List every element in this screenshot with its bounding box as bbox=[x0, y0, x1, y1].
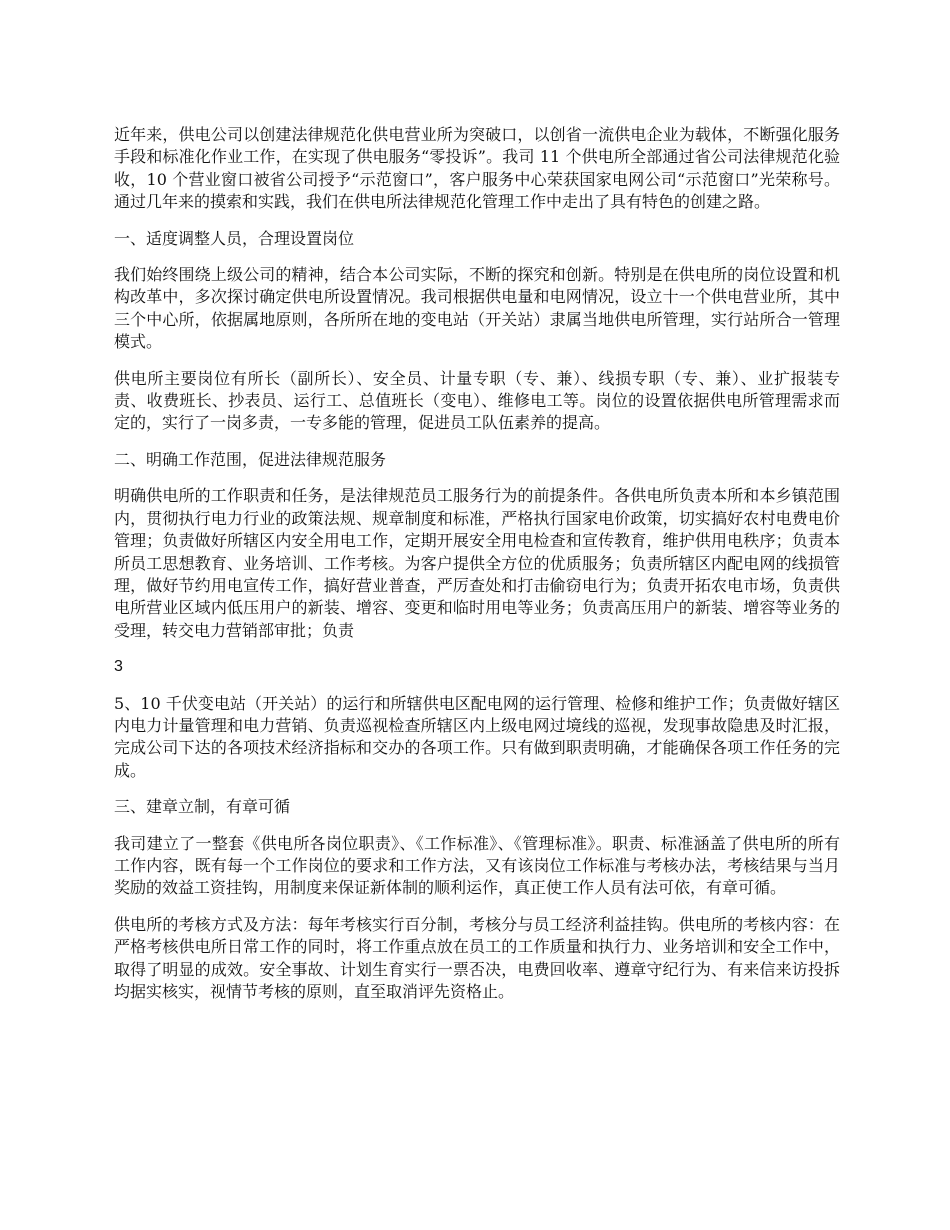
section-1-paragraph-2: 供电所主要岗位有所长（副所长）、安全员、计量专职（专、兼）、线损专职（专、兼）、业扩报装专责、收费班长、抄表员、运行工、总值班长（变电）、维修电工等。岗位的设置依据供电所管理需求而定的，实行了一岗多责，一专多能的管理，促进员工队伍素养的提高。 bbox=[114, 368, 840, 433]
page-number: 3 bbox=[114, 658, 123, 676]
section-2-paragraph-1: 明确供电所的工作职责和任务，是法律规范员工服务行为的前提条件。各供电所负责本所和本乡镇范围内，贯彻执行电力行业的政策法规、规章制度和标准，严格执行国家电价政策，切实搞好农村电费电价管理；负责做好所辖区内安全用电工作，定期开展安全用电检查和宣传教育，维护供用电秩序；负责本所员工思想教育、业务培训、工作考核。为客户提供全方位的优质服务；负责所辖区内配电网的线损管理，做好节约用电宣传工作，搞好营业普查，严厉查处和打击偷窃电行为；负责开拓农电市场，负责供电所营业区域内低压用户的新装、增容、变更和临时用电等业务；负责高压用户的新装、增容等业务的受理，转交电力营销部审批；负责 bbox=[114, 486, 840, 640]
section-3-paragraph-1: 我司建立了一整套《供电所各岗位职责》、《工作标准》、《管理标准》。职责、标准涵盖了供电所的所有工作内容，既有每一个工作岗位的要求和工作方法，又有该岗位工作标准与考核办法，考核结果与当月奖励的效益工资挂钩，用制度来保证新体制的顺利运作，真正使工作人员有法可依，有章可循。 bbox=[114, 833, 840, 898]
section-3-paragraph-2: 供电所的考核方式及方法：每年考核实行百分制，考核分与员工经济利益挂钩。供电所的考核内容：在严格考核供电所日常工作的同时，将工作重点放在员工的工作质量和执行力、业务培训和安全工作中，取得了明显的成效。安全事故、计划生育实行一票否决，电费回收率、遵章守纪行为、有来信来访投拆均据实核实，视情节考核的原则，直至取消评先资格止。 bbox=[114, 914, 840, 1001]
section-heading-2: 二、明确工作范围，促进法律规范服务 bbox=[114, 449, 387, 469]
section-heading-1: 一、适度调整人员，合理设置岗位 bbox=[114, 228, 355, 248]
document-body bbox=[114, 124, 840, 1017]
section-1-paragraph-1: 我们始终围绕上级公司的精神，结合本公司实际，不断的探究和创新。特别是在供电所的岗位设置和机构改革中，多次探讨确定供电所设置情况。我司根据供电量和电网情况，设立十一个供电营业所，其中三个中心所，依据属地原则，各所所在地的变电站（开关站）隶属当地供电所管理，实行站所合一管理模式。 bbox=[114, 265, 840, 352]
section-heading-3: 三、建章立制，有章可循 bbox=[114, 797, 291, 817]
intro-paragraph: 近年来，供电公司以创建法律规范化供电营业所为突破口，以创省一流供电企业为载体，不断强化服务手段和标准化作业工作，在实现了供电服务“零投诉”。我司 11 个供电所全部通过省公司法律规范化验收，10 个营业窗口被省公司授予“示范窗口”，客户服务中心荣获国家电网公司“示范窗口”光荣称号。通过几年来的摸索和实践，我们在供电所法律规范化管理工作中走出了具有特色的创建之路。 bbox=[114, 125, 840, 212]
section-2-paragraph-2: 5、10 千伏变电站（开关站）的运行和所辖供电区配电网的运行管理、检修和维护工作；负责做好辖区内电力计量管理和电力营销、负责巡视检查所辖区内上级电网过境线的巡视，发现事故隐患及时汇报，完成公司下达的各项技术经济指标和交办的各项工作。只有做到职责明确，才能确保各项工作任务的完成。 bbox=[114, 693, 840, 780]
